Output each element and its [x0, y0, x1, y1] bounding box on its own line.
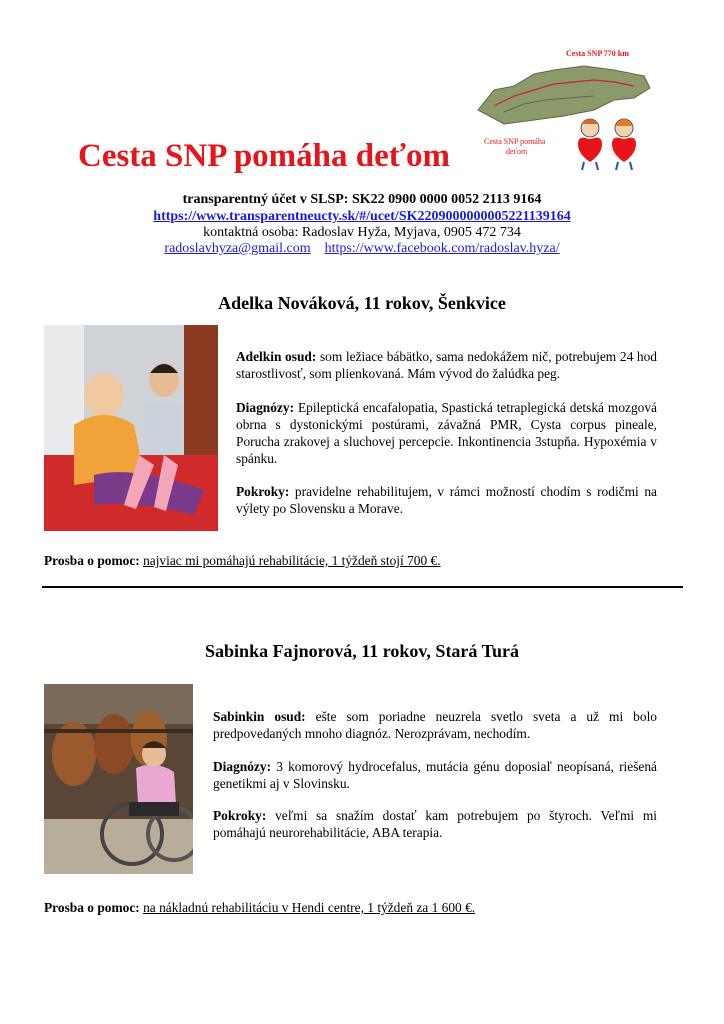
cesta-snp-logo	[474, 40, 654, 172]
child1-prosba	[44, 553, 441, 569]
logo-caption-1: Cesta SNP pomáha	[484, 137, 546, 146]
facebook-link[interactable]: https://www.facebook.com/radoslav.hyza/	[324, 241, 560, 256]
child1-osud-label: Adelkin osud:	[236, 349, 317, 364]
email-link[interactable]: radoslavhyza@gmail.com	[164, 241, 311, 256]
child2-prosba-text: na nákladnú rehabilitáciu v Hendi centre, 1 týždeň za 1 600 €.	[143, 900, 476, 915]
child2-photo	[44, 684, 193, 874]
kids-hearts-icon	[578, 119, 636, 170]
child2-prosba	[44, 900, 475, 916]
child1-prosba-label: Prosba o pomoc:	[44, 553, 140, 568]
child1-diag-label: Diagnózy:	[236, 400, 295, 415]
child2-prosba-label: Prosba o pomoc:	[44, 900, 140, 915]
page-title: Cesta SNP pomáha deťom	[78, 138, 450, 174]
child1-diagnozy: Diagnózy: Epileptická encafalopatia, Spastická tetraplegická detská mozgová obrna s dystonickými postúrami, závažná PMR, Cysta corpus pineale, Porucha zrakovej a sluchovej percepcie. Inkontinencia 3stupňa. Hypoxémia v spánku.	[236, 400, 657, 466]
contact-line: kontaktná osoba: Radoslav Hyža, Myjava, 0905 472 734	[203, 225, 521, 240]
child1-photo	[44, 325, 218, 531]
child2-pokroky: Pokroky: veľmi sa snažím dostať kam potrebujem po štyroch. Veľmi mi pomáhajú neurorehabilitácie, ABA terapia.	[213, 808, 657, 840]
child2-name: Sabinka Fajnorová, 11 rokov, Stará Turá	[205, 641, 519, 661]
child1-prosba-text: najviac mi pomáhajú rehabilitácie, 1 týždeň stojí 700 €.	[143, 553, 441, 568]
slovakia-map-icon	[478, 66, 650, 124]
logo-caption-2: deťom	[506, 147, 528, 156]
contact-links	[0, 241, 724, 257]
child2-osud-label: Sabinkin osud:	[213, 709, 306, 724]
child2-pokroky-label: Pokroky:	[213, 808, 267, 823]
child1-osud: Adelkin osud: som ležiace bábätko, sama nedokážem nič, potrebujem 24 hod starostlivosť, som plienkovaná. Mám vývod do žalúdka peg.	[236, 349, 657, 381]
child2-diagnozy: Diagnózy: 3 komorový hydrocefalus, mutácia génu doposiaľ neopísaná, riešená genetikmi aj v Slovinsku.	[213, 759, 657, 791]
child1-pokroky: Pokroky: pravidelne rehabilitujem, v rámci možností chodím s rodičmi na výlety po Slovensku a Morave.	[236, 484, 657, 516]
child2-osud: Sabinkin osud: ešte som poriadne neuzrela svetlo sveta a už mi bolo predpovedaných mnoho diagnóz. Nerozprávam, nechodím.	[213, 709, 657, 741]
child2-diag-label: Diagnózy:	[213, 759, 272, 774]
section-divider	[42, 586, 683, 588]
account-link[interactable]: https://www.transparentneucty.sk/#/ucet/SK2209000000005221139164	[153, 209, 571, 224]
child1-name: Adelka Nováková, 11 rokov, Šenkvice	[218, 293, 506, 313]
account-line: transparentný účet v SLSP: SK22 0900 0000 0052 2113 9164	[182, 192, 542, 207]
logo-map-title: Cesta SNP 770 km	[566, 49, 629, 58]
child1-pokroky-label: Pokroky:	[236, 484, 290, 499]
